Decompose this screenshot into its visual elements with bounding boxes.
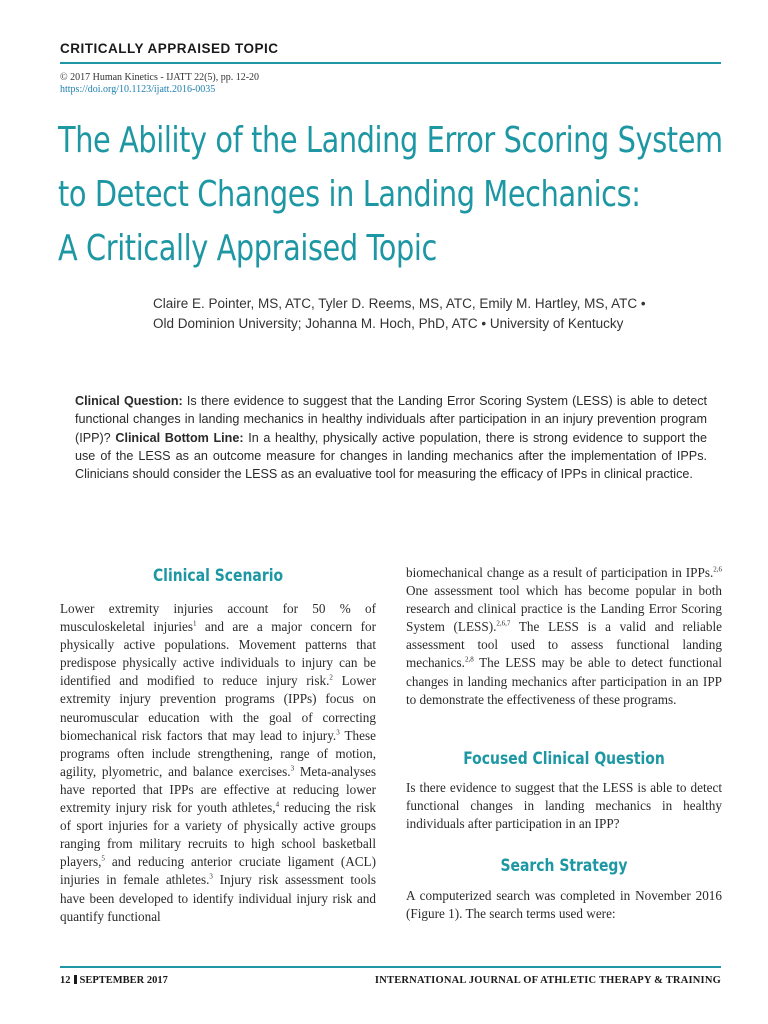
clinical-scenario-continuation-paragraph bbox=[406, 564, 722, 709]
body-text-run: reducing the risk of sport injuries for a variety of physically active groups ranging from military recruits to high school basketball players, bbox=[60, 800, 376, 870]
footer-folio bbox=[60, 975, 168, 986]
clinical-scenario-paragraph bbox=[60, 600, 376, 926]
citation-superscript: 3 bbox=[336, 728, 340, 737]
abstract bbox=[75, 392, 707, 483]
search-strategy-body bbox=[406, 887, 722, 923]
title-line-3: A Critically Appraised Topic bbox=[58, 228, 437, 269]
clinical-scenario-continuation bbox=[406, 564, 722, 709]
search-strategy-heading: Search Strategy bbox=[500, 856, 628, 876]
clinical-bottom-line-label: Clinical Bottom Line: bbox=[115, 430, 244, 445]
focused-question-text: Is there evidence to suggest that the LESS is able to detect functional changes in landing mechanics in healthy individuals after participation in an IPP? bbox=[406, 780, 722, 832]
section-label: CRITICALLY APPRAISED TOPIC bbox=[60, 41, 279, 56]
clinical-question-text: Is there evidence to suggest that the Landing Error Scoring System (LESS) is able to detect functional changes in landing mechanics in healthy individuals after participation in an injury prevention program (IPP)? bbox=[75, 394, 707, 445]
body-text-run: Meta-analyses have reported that IPPs are effective at reducing lower extremity injury risk for youth athletes, bbox=[60, 763, 376, 816]
body-text-run: and reducing anterior cruciate ligament (ACL) injuries in female athletes. bbox=[60, 854, 376, 888]
body-text-run: One assessment tool which has become popular in both research and clinical practice is the Landing Error Scoring System (LESS). bbox=[406, 583, 722, 635]
author-list bbox=[153, 294, 646, 334]
body-text-run: The LESS is a valid and reliable assessment tool used to assess functional landing mechanics. bbox=[406, 619, 722, 671]
body-text-run: and are a major concern for physically active populations. Movement patterns that predispose physically active individuals to injury can be identified and modified to reduce injury risk. bbox=[60, 619, 376, 689]
title-line-1: The Ability of the Landing Error Scoring System bbox=[58, 120, 723, 161]
body-text-run: biomechanical change as a result of participation in IPPs. bbox=[406, 565, 714, 580]
issue-date: SEPTEMBER 2017 bbox=[79, 975, 168, 986]
citation-superscript: 2,8 bbox=[464, 656, 474, 665]
clinical-scenario-heading: Clinical Scenario bbox=[152, 566, 284, 586]
clinical-scenario-body bbox=[60, 600, 376, 926]
body-text-run: These programs often include strengthening, range of motion, agility, plyometric, and balance exercises. bbox=[60, 727, 376, 779]
citation-superscript: 3 bbox=[209, 873, 213, 882]
header-rule bbox=[60, 62, 721, 64]
title-line-2: to Detect Changes in Landing Mechanics: bbox=[58, 174, 641, 215]
body-text-run: Lower extremity injuries account for 50 % of musculoskeletal injuries bbox=[60, 601, 376, 635]
citation-superscript: 5 bbox=[101, 854, 105, 863]
citation-superscript: 2 bbox=[329, 673, 333, 682]
journal-name: INTERNATIONAL JOURNAL OF ATHLETIC THERAPY & TRAINING bbox=[374, 975, 721, 986]
citation-superscript: 4 bbox=[275, 800, 280, 809]
body-text-run: Lower extremity injury prevention programs (IPPs) focus on neuromuscular education with the goal of correcting biomechanical risk factors that may lead to injury. bbox=[60, 673, 376, 743]
clinical-question-label: Clinical Question: bbox=[75, 394, 183, 408]
author-line-1: Claire E. Pointer, MS, ATC, Tyler D. Reems, MS, ATC, Emily M. Hartley, MS, ATC • bbox=[153, 296, 646, 311]
article-title bbox=[58, 114, 723, 276]
doi-link[interactable]: https://doi.org/10.1123/ijatt.2016-0035 bbox=[60, 84, 216, 95]
search-strategy-text: A computerized search was completed in November 2016 (Figure 1). The search terms used were: bbox=[406, 888, 722, 922]
body-text-run: The LESS may be able to detect functional changes in landing mechanics after participation in an IPP to demonstrate the effectiveness of these programs. bbox=[406, 655, 722, 707]
citation-superscript: 1 bbox=[192, 619, 197, 628]
copyright-line: © 2017 Human Kinetics - IJATT 22(5), pp. 12-20 bbox=[60, 72, 260, 83]
citation-superscript: 2,6,7 bbox=[496, 619, 511, 628]
citation-superscript: 3 bbox=[290, 764, 295, 773]
focused-question-body bbox=[406, 779, 722, 833]
citation-superscript: 2,6 bbox=[713, 565, 722, 574]
folio-separator bbox=[74, 975, 77, 984]
focused-question-heading: Focused Clinical Question bbox=[463, 749, 665, 769]
footer-rule bbox=[60, 966, 721, 968]
body-text-run: Injury risk assessment tools have been developed to identify individual injury risk and quantify functional bbox=[60, 872, 376, 924]
copyright-block bbox=[60, 72, 259, 96]
author-line-2: Old Dominion University; Johanna M. Hoch, PhD, ATC • University of Kentucky bbox=[153, 316, 624, 331]
page-number: 12 bbox=[60, 975, 71, 986]
clinical-bottom-line-text: In a healthy, physically active population, there is strong evidence to support the use of the LESS as an outcome measure for changes in landing mechanics after the implementation of IPPs. Clinicians should consider the LESS as an evaluative tool for measuring the efficacy of IPPs in clinical practice. bbox=[75, 430, 707, 482]
